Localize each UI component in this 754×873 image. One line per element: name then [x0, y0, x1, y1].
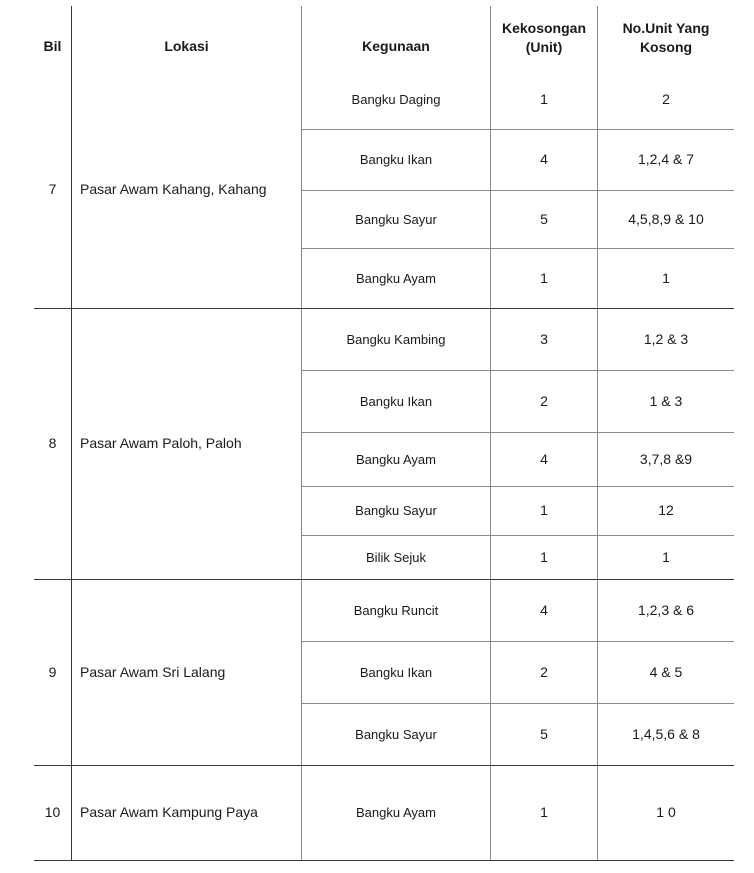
kekosongan-cell: 1: [540, 502, 548, 518]
no-unit-cell: 1,2,4 & 7: [637, 151, 695, 167]
kegunaan-cell: Bangku Runcit: [353, 602, 439, 618]
no-unit-cell: 2: [662, 91, 670, 107]
kekosongan-cell: 4: [540, 601, 548, 618]
kegunaan-cell: Bangku Ikan: [359, 393, 433, 409]
kekosongan-cell: 1: [540, 548, 548, 565]
no-unit-cell: 1 & 3: [649, 392, 683, 409]
bil-cell: 8: [48, 435, 57, 451]
kekosongan-cell: 4: [540, 151, 548, 167]
kegunaan-cell: Bangku Ayam: [356, 451, 436, 467]
kekosongan-cell: 1: [540, 804, 548, 820]
kegunaan-cell: Bangku Daging: [351, 92, 441, 107]
kegunaan-cell: Bangku Ayam: [356, 805, 436, 820]
no-unit-cell: 1,2 & 3: [643, 330, 689, 347]
header-no-unit: No.Unit Yang Kosong: [622, 20, 710, 55]
no-unit-cell: 1 0: [656, 804, 676, 820]
kekosongan-cell: 3: [540, 330, 548, 347]
lokasi-cell: Pasar Awam Paloh, Paloh: [80, 435, 242, 451]
kekosongan-cell: 1: [540, 91, 548, 107]
bil-cell: 10: [44, 804, 61, 820]
lokasi-cell: Pasar Awam Sri Lalang: [80, 663, 226, 680]
no-unit-cell: 3,7,8 &9: [639, 450, 693, 467]
no-unit-cell: 12: [658, 502, 674, 518]
kegunaan-cell: Bangku Ikan: [359, 664, 433, 680]
kekosongan-cell: 2: [540, 392, 548, 409]
no-unit-cell: 1,2,3 & 6: [637, 601, 695, 618]
header-kekosongan: Kekosongan (Unit): [501, 20, 586, 55]
kekosongan-cell: 2: [540, 663, 548, 680]
bil-cell: 9: [48, 663, 57, 680]
lokasi-cell: Pasar Awam Kahang, Kahang: [80, 180, 267, 197]
kegunaan-cell: Bangku Sayur: [355, 211, 437, 227]
kegunaan-cell: Bangku Sayur: [355, 503, 437, 518]
no-unit-cell: 1,4,5,6 & 8: [632, 725, 700, 742]
kegunaan-cell: Bilik Sejuk: [366, 549, 426, 565]
kekosongan-cell: 4: [540, 450, 548, 467]
header-lokasi: Lokasi: [164, 37, 209, 54]
no-unit-cell: 4 & 5: [649, 663, 683, 680]
kegunaan-cell: Bangku Sayur: [355, 726, 437, 742]
no-unit-cell: 1: [662, 548, 670, 565]
kegunaan-cell: Bangku Ayam: [356, 270, 436, 286]
no-unit-cell: 1: [662, 269, 670, 286]
kekosongan-cell: 5: [540, 725, 548, 742]
table-bottom-border: [34, 860, 734, 861]
header-bil: Bil: [43, 37, 62, 54]
kekosongan-cell: 1: [540, 269, 548, 286]
bil-cell: 7: [48, 180, 57, 197]
header-kegunaan: Kegunaan: [362, 37, 430, 54]
lokasi-cell: Pasar Awam Kampung Paya: [80, 804, 258, 820]
kegunaan-cell: Bangku Ikan: [359, 152, 433, 167]
no-unit-cell: 4,5,8,9 & 10: [628, 210, 704, 227]
kekosongan-cell: 5: [540, 210, 548, 227]
kegunaan-cell: Bangku Kambing: [346, 331, 446, 347]
